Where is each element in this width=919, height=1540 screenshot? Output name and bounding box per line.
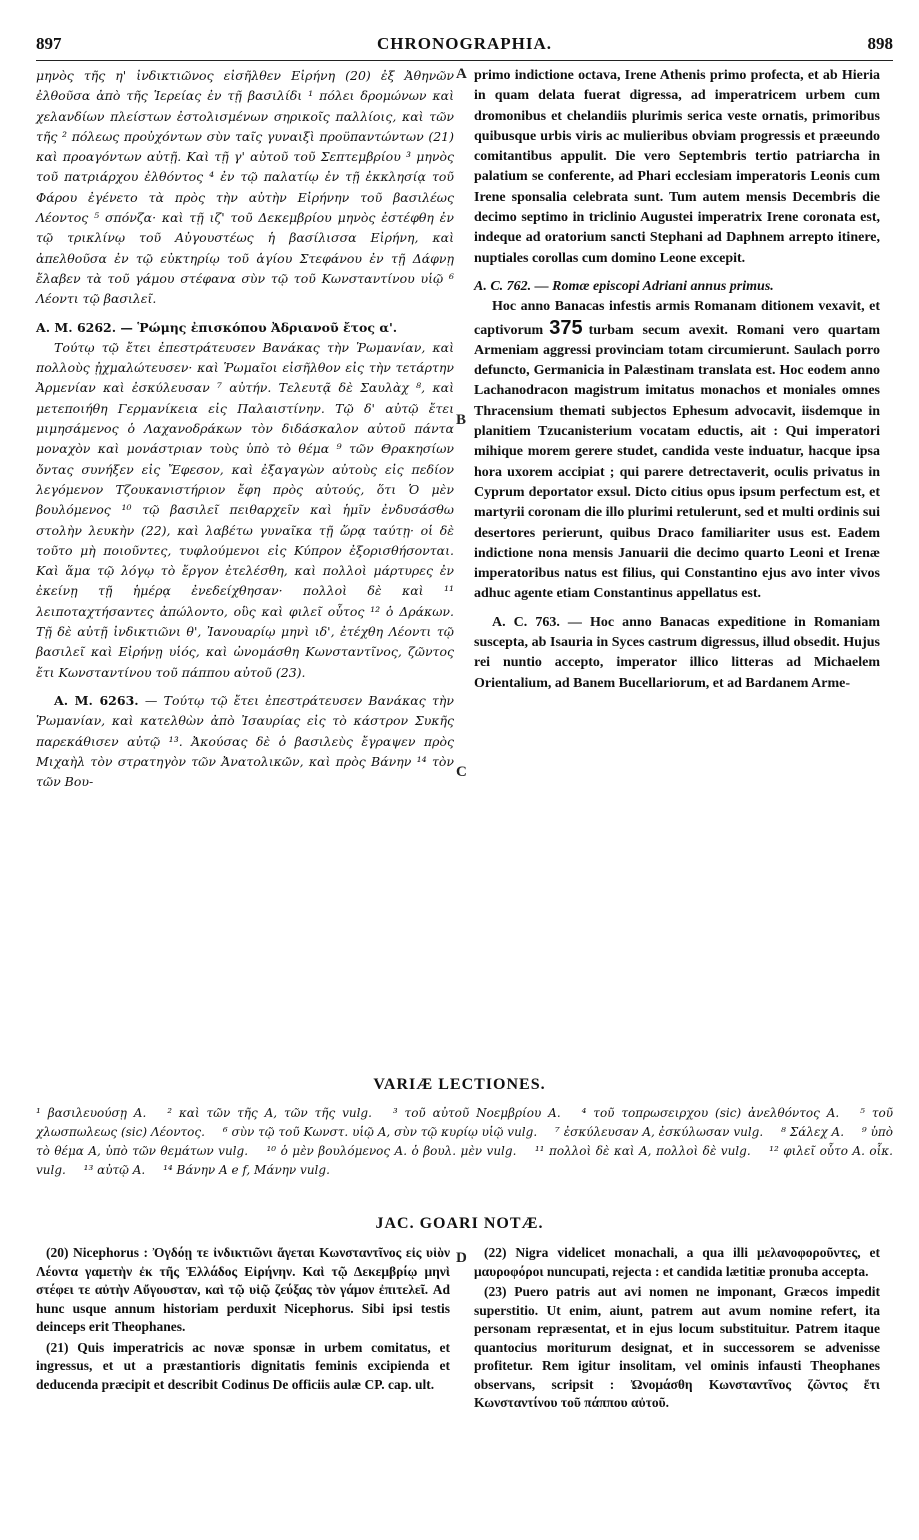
note-22: (22) Nigra videlicet monachali, a qua illi μελανοφοροῦντες, et μαυροφόροι nuncupati, rejecta : et candida lætitiæ pronuba accepta. — [474, 1245, 880, 1279]
greek-paragraph-2: Τούτῳ τῷ ἔτει ἐπεστράτευσεν Βανάκας τὴν Ῥωμανίαν, καὶ πολλοὺς ᾐχμαλώτευσεν· καὶ Ῥωμαῖοι εἰσῆλθον εἰς τὴν τετάρτην Ἀρμενίαν καὶ ἐσκύλευσαν ⁷ αὐτήν. Τελευτᾷ δὲ Σαυλὰχ ⁸, καὶ μετεποιήθη Γερμανίκεια εἰς Παλαιστίνην. Τῷ δ' αὐτῷ ἔτει μιμησάμενος ὁ Λαχανοδράκων τὸν διδάσκαλον αὐτοῦ πάντα μοναχὸν καὶ μονάστριαν τοὺς ὑπὸ τὸ θέμα ⁹ τῶν Θρακησίων ὄντας συνήξεν εἰς Ἔφεσον, καὶ ἐξαγαγὼν αὐτοὺς εἰς πεδίον λεγόμενον Τζουκανιστήριον ἔφη πρὸς αὐτούς, ὅτι Ὁ μὲν βουλόμενος ¹⁰ τῷ βασιλεῖ πειθαρχεῖν καὶ ἡμῖν ἐνδυσάσθω στολὴν λευκὴν (22), καὶ λαβέτω γυναῖκα τῇ ὥρᾳ ταύτῃ· οἱ δὲ τοῦτο μὴ ποιοῦντες, τυφλούμενοι εἰς Κύπρον ἐξορισθήσονται. Καὶ ἅμα τῷ λόγῳ τὸ ἔργον ἐτελέσθη, καὶ πολλοὶ μάρτυρες ἐν ἐκείνῃ τῇ ἡμέρᾳ ἐνεδείχθησαν· πολλοὶ δὲ καὶ ¹¹ λειποταχτήσαντες ἀπώλοντο, οὓς καὶ φιλεῖ οὗτος ¹² ὁ Δράκων. Τῇ δὲ αὐτῇ ἰνδικτιῶνι θ', Ἰανουαρίῳ μηνὶ ιδ', ἐτέχθη Λέοντι τῷ βασιλεῖ καὶ Εἰρήνῃ υἱός, καὶ ὠνομάσθη Κωνσταντῖνος, ζῶντος ἔτι Κωνσταντίνου τοῦ πάππου αὐτοῦ (23). — [36, 339, 454, 680]
running-title: CHRONOGRAPHIA. — [376, 34, 553, 53]
notes-right-column — [474, 1244, 880, 1415]
note-21: (21) Quis imperatricis ac novæ sponsæ in urbem comitatus, et ingressus, et ut a præstantioris dignitatis feminis excipienda et deducenda præcipit et describit Codinus De officiis aulæ CP. cap. ult. — [36, 1339, 450, 1392]
page-number-left: 897 — [36, 34, 62, 53]
margin-marker-c: C — [456, 764, 467, 780]
page-number-right: 898 — [867, 34, 893, 53]
variant-reading: ⁶ σὺν τῷ τοῦ Κωνστ. υἱῷ A, σὺν τῷ κυρίῳ υἱῷ vulg. — [222, 1125, 538, 1139]
variant-reading: ² καὶ τῶν τῆς A, τῶν τῆς vulg. — [167, 1106, 372, 1120]
note-20: (20) Nicephorus : Ὀγδόῃ τε ἰνδικτιῶνι ἄγεται Κωνσταντῖνος εἰς υἱὸν Λέοντα γαμετὴν ἐκ τῆς Ἑλλάδος Εἰρήνην. Καὶ τῷ Δεκεμβρίῳ μηνὶ στέφει τε αὐτὴν Αὔγουσταν, καὶ τῷ υἱῷ ζεύξας τὸν γάμον ἐπιτελεῖ. Ad hunc usque annum historiam perduxit Nicephorus. Sibi ipsi testis deinceps erit Theophanes. — [36, 1245, 450, 1334]
margin-marker-d: D — [456, 1250, 467, 1266]
variant-reading: ¹⁴ Βάνην A e f, Μάνην vulg. — [163, 1163, 330, 1177]
greek-paragraph-3-text: — Τούτῳ τῷ ἔτει ἐπεστράτευσεν Βανάκας τὴν Ῥωμανίαν, καὶ κατελθὼν ἀπὸ Ἰσαυρίας εἰς τὸ κάστρον Συκῆς παρεκάθισεν αὐτῷ ¹³. Ἀκούσας δὲ ὁ βασιλεὺς ἔγραψεν πρὸς Μιχαὴλ τὸν στρατηγὸν τῶν Ἀνατολικῶν, καὶ πρὸς Βάνην ¹⁴ τὸν τῶν Βου- — [36, 692, 454, 790]
margin-marker-b: B — [456, 412, 467, 428]
variae-lectiones — [36, 1104, 893, 1180]
variant-reading: ³ τοῦ αὐτοῦ Νοεμβρίου A. — [392, 1106, 561, 1120]
greek-column — [36, 66, 454, 792]
variant-reading: ⁵ τοῦ χλωσπωλεως (sic) Λέοντος. — [36, 1106, 894, 1139]
variant-reading: ⁹ ὑπὸ τὸ θέμα A, ὑπὸ τῶν θεμάτων vulg. — [36, 1125, 893, 1158]
variant-reading: ⁴ τοῦ τοπρωσειρχου (sic) ἀνελθόντος A. — [581, 1106, 840, 1120]
page-header — [36, 34, 893, 60]
variant-reading: ¹² φιλεῖ οὗτο A. οἷκ. vulg. — [36, 1144, 893, 1177]
variant-reading: ⁷ ἐσκύλευσαν A, ἐσκύλωσαν vulg. — [555, 1125, 764, 1139]
variae-lectiones-title: VARIÆ LECTIONES. — [373, 1076, 546, 1093]
latin-paragraph-2b: turbam secum avexit. Romani vero quartam Armeniam aggressi provinciam totam circumierunt. Saulach porro defuncto, Germanicia in Palæstinam translata est. Hoc eodem anno Lachanodracon magistrum imitatus monachos et moniales omnes Thracensium themati subjectos Ephesum advocavit, iisdemque in planitiem Tzucanisterium vocatam eductis, ait : Qui imperatori mihique morem gerere studet, candida veste induatur, hacque ipsa hora uxorem accipiat ; qui parere detrectaverit, oculis privatus in Cyprum deportator exsul. Dicto citius opus ipsum perfectum est, et martyrii coronam die illo plurimi retulerunt, sed et multi ordinis sui desertores perierunt, quibus Draco familiariter usus est. Eadem indictione nona mensis Januarii die decimo quarto Leoni et Irenæ imperatoribus natus est filius, qui Constantino ejus avo inter vivos adhuc agente etiam Constantinus appellatus est. — [474, 322, 880, 602]
latin-year-heading-763: A. C. 763. — [492, 614, 560, 630]
header-rule — [36, 60, 893, 61]
variant-reading: ¹⁰ ὁ μὲν βουλόμενος A. ὁ βουλ. μὲν vulg. — [266, 1144, 517, 1158]
latin-column — [474, 66, 880, 694]
latin-paragraph-1: primo indictione octava, Irene Athenis primo profecta, et ab Hieria in quam delata fuerat digressa, ad imperatricem urbem cum dromonibus et chelandiis plurimis serica veste ornatis, primoribus quibusque urbis viris ac mulieribus obviam progressis et præeundo comitantibus appulit. Die vero Septembris tertio patriarcha in palatium se conferente, ad Phari ecclesiam imperatoris Leonis cum Irene sponsalia celebrata sunt. Tum autem mensis Decembris die decimo septimo in triclinio Augustei imperatrix Irene coronata est, indeque ad oratorium sancti Stephani ad Daphnem arrepto itinere, nuptiales corollas cum domino Leone excepit. — [474, 68, 880, 266]
greek-paragraph-1: μηνὸς τῆς η' ἰνδικτιῶνος εἰσῆλθεν Εἰρήνη (20) ἐξ Ἀθηνῶν ἐλθοῦσα ἀπὸ τῆς Ἱερείας ἐν τῇ βασιλίδι ¹ πόλει δρομώνων καὶ χελανδίων πλείστων ἐστολισμένων σηρικοῖς παλλίοις, καὶ τῶν τῆς ² πόλεως προὐχόντων σὺν ταῖς γυναιξὶ προϋπαντώντων (21) καὶ προαγόντων αὐτῇ. Καὶ τῇ γ' αὐτοῦ τοῦ Σεπτεμβρίου ³ μηνὸς τοῦ πατριάρχου ἐλθόντος ⁴ ἐν τῷ παλατίῳ ἐν τῇ ἐκκλησίᾳ τοῦ Φάρου ἐγένετο τὰ πρὸς τὴν αὐτὴν Εἰρήνην τοῦ βασιλέως Λέοντος ⁵ σπόνζα· καὶ τῇ ιζ' τοῦ Δεκεμβρίου μηνὸς ἐστέφθη ἐν τῷ τρικλίνῳ τοῦ Αὐγουστέως ἡ βασίλισσα Εἰρήνη, καὶ ἀπελθοῦσα ἐν τῷ εὐκτηρίῳ τοῦ ἁγίου Στεφάνου ἐν τῇ Δάφνῃ ἔλαβεν τὰ τοῦ γάμου στέφανα σὺν τῷ τοῦ Κωνσταντίνου υἱῷ ⁶ Λέοντι τῷ βασιλεῖ. — [36, 68, 454, 307]
notes-left-column — [36, 1244, 450, 1396]
notae-title: JAC. GOARI NOTÆ. — [375, 1215, 544, 1232]
variant-reading: ⁸ Σάλεχ A. — [781, 1125, 845, 1139]
note-23: (23) Puero patris aut avi nomen ne imponant, Græcos impedit superstitio. Ut enim, aiunt, patrem aut avum nomine refert, ita personam repræsentat, et in ejus locum substituitur. Patrem itaque quantocius moriturum designat, et in successorem se advenisse profitetur. Rem igitur insolitam, vel ominis infausti Theophanes observans, scripsit : Ὠνομάσθη Κωνσταντῖνος ζῶντος ἔτι Κωνσταντίνου τοῦ πάππου αὐτοῦ. — [474, 1284, 880, 1410]
greek-year-heading-6262: A. M. 6262. — Ῥώμης ἐπισκόπου Ἀδριανοῦ ἔτος α'. — [36, 319, 398, 335]
latin-paragraph-2 — [474, 297, 880, 604]
variant-reading: ¹ βασιλευούσῃ A. — [36, 1106, 147, 1120]
latin-paragraph-3-text: — Hoc anno Banacas expeditione in Romaniam suscepta, ab Isauria in Syces castrum digressus, illud obsedit. Hujus rei nuntio accepto, imperator illico litteras ad Michaelem Orientalium, ad Banem Bucellariorum, et ad Bardanem Arme- — [474, 614, 880, 691]
edition-page-marker: 375 — [549, 316, 583, 339]
variant-reading: ¹¹ πολλοὶ δὲ καὶ A, πολλοὶ δὲ vulg. — [534, 1144, 751, 1158]
variant-reading: ¹³ αὐτῷ A. — [83, 1163, 146, 1177]
latin-year-heading-762: A. C. 762. — Romæ episcopi Adriani annus primus. — [474, 278, 774, 294]
latin-paragraph-3 — [474, 613, 880, 694]
margin-marker-a: A — [456, 66, 467, 82]
greek-paragraph-3 — [36, 691, 454, 792]
latin-paragraph-2a: Hoc anno Banacas infestis armis Romanam ditionem vexavit, et captivorum — [474, 299, 880, 338]
greek-year-heading-6263: A. M. 6263. — [54, 692, 139, 708]
